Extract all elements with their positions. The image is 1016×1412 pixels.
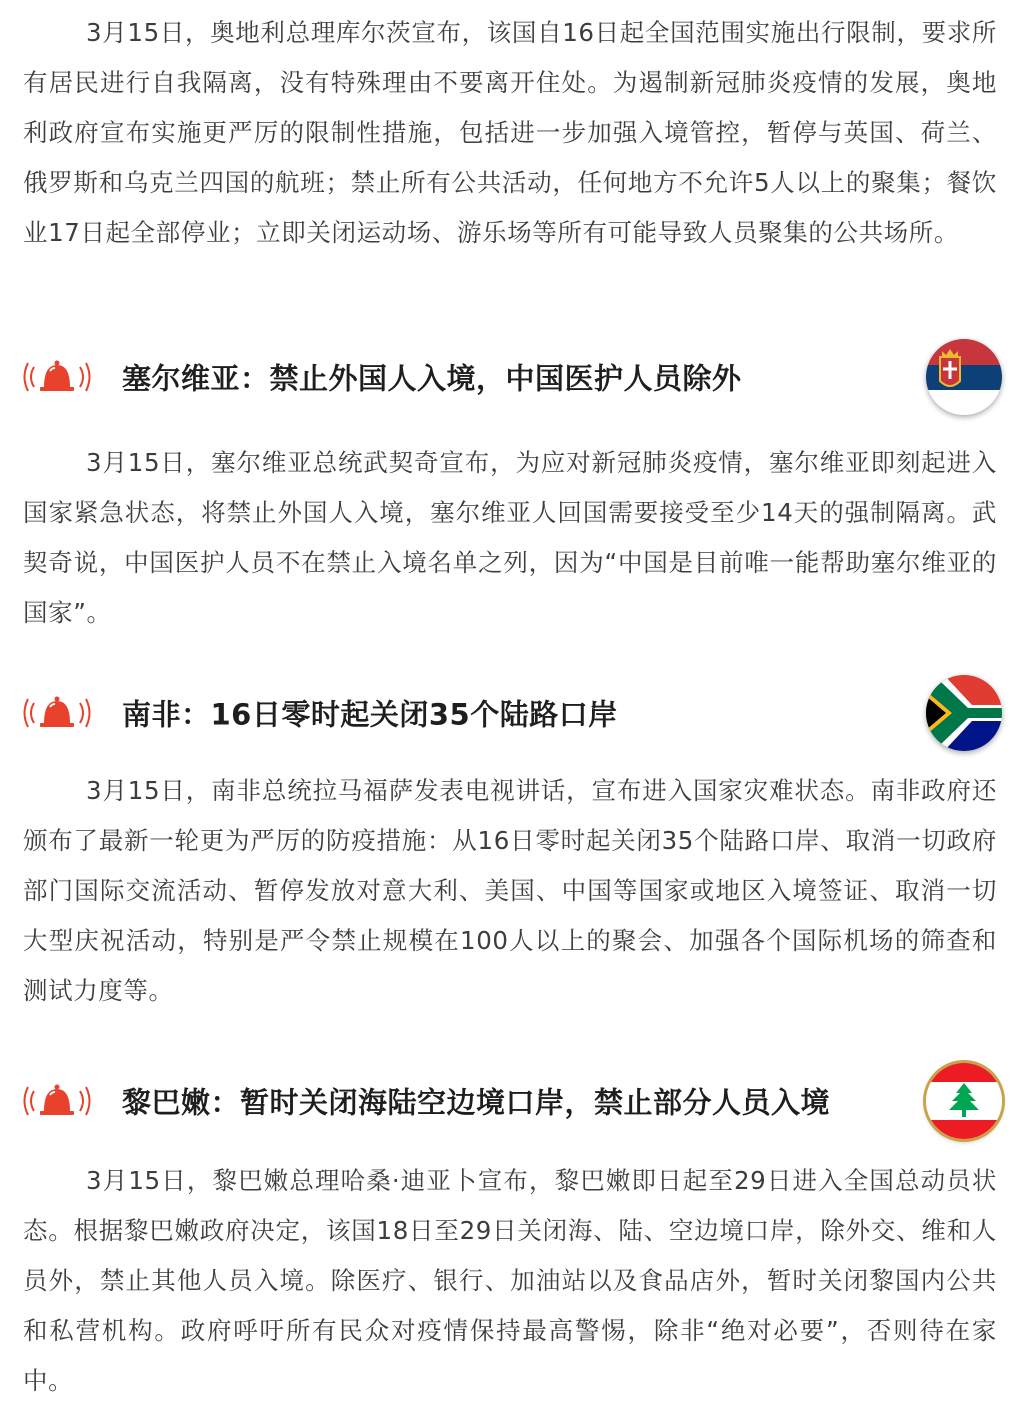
lebanon-flag-icon [926, 1063, 1002, 1139]
serbia-heading: 塞尔维亚：禁止外国人入境，中国医护人员除外 [122, 361, 742, 396]
south-africa-paragraph: 3月15日，南非总统拉马福萨发表电视讲话，宣布进入国家灾难状态。南非政府还颁布了最新一轮更为严厉的防疫措施：从16日零时起关闭35个陆路口岸、取消一切政府部门国际交流活动、暂停发放对意大利、美国、中国等国家或地区入境签证、取消一切大型庆祝活动，特别是严令禁止规模在100人以上的聚会、加强各个国际机场的筛查和测试力度等。 [23, 776, 997, 1005]
lebanon-heading: 黎巴嫩：暂时关闭海陆空边境口岸，禁止部分人员入境 [122, 1085, 831, 1120]
south-africa-heading-row [22, 673, 1002, 753]
austria-paragraph: 3月15日，奥地利总理库尔茨宣布，该国自16日起全国范围实施出行限制，要求所有居民进行自我隔离，没有特殊理由不要离开住处。为遏制新冠肺炎疫情的发展，奥地利政府宣布实施更严厉的限制性措施，包括进一步加强入境管控，暂停与英国、荷兰、俄罗斯和乌克兰四国的航班；禁止所有公共活动，任何地方不允许5人以上的聚集；餐饮业17日起全部停业；立即关闭运动场、游乐场等所有可能导致人员聚集的公共场所。 [23, 18, 997, 247]
south-africa-heading: 南非：16日零时起关闭35个陆路口岸 [122, 697, 618, 732]
south-africa-flag-icon [926, 675, 1002, 751]
alarm-bell-icon [22, 693, 92, 733]
alarm-bell-icon [22, 1081, 92, 1121]
alarm-bell-icon [22, 357, 92, 397]
serbia-paragraph: 3月15日，塞尔维亚总统武契奇宣布，为应对新冠肺炎疫情，塞尔维亚即刻起进入国家紧急状态，将禁止外国人入境，塞尔维亚人回国需要接受至少14天的强制隔离。武契奇说，中国医护人员不在禁止入境名单之列，因为“中国是目前唯一能帮助塞尔维亚的国家”。 [23, 448, 997, 627]
lebanon-paragraph: 3月15日，黎巴嫩总理哈桑·迪亚卜宣布，黎巴嫩即日起至29日进入全国总动员状态。根据黎巴嫩政府决定，该国18日至29日关闭海、陆、空边境口岸，除外交、维和人员外，禁止其他人员入境。除医疗、银行、加油站以及食品店外，暂时关闭黎国内公共和私营机构。政府呼吁所有民众对疫情保持最高警惕，除非“绝对必要”，否则待在家中。 [23, 1166, 997, 1395]
serbia-heading-row [22, 337, 1002, 417]
serbia-flag-icon [926, 339, 1002, 415]
lebanon-heading-row [22, 1061, 1002, 1141]
